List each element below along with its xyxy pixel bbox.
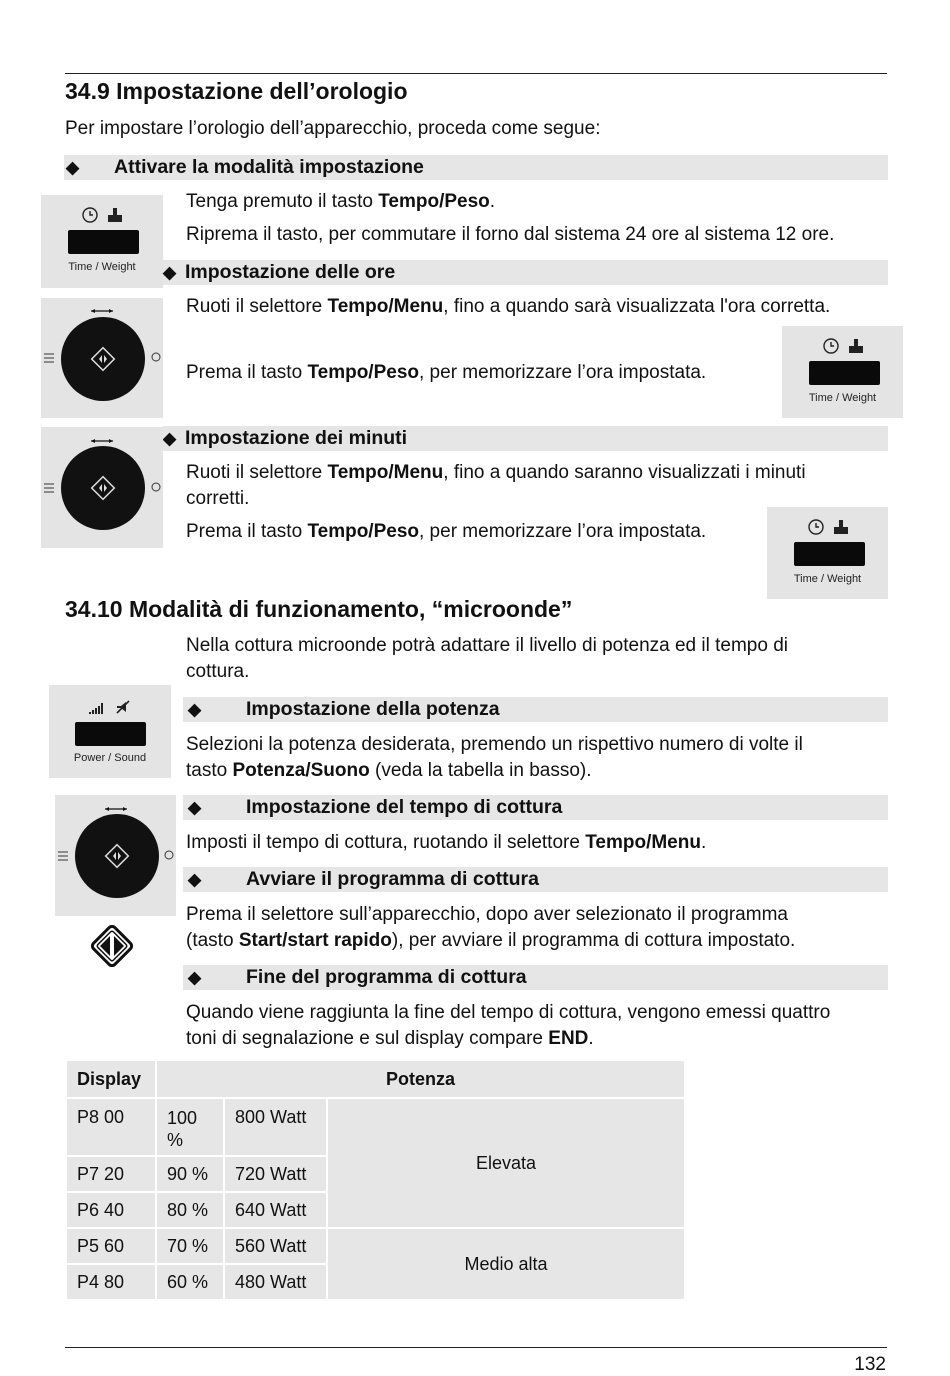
table-cell-display: P4 80	[66, 1264, 156, 1300]
step2-line1: Ruoti il selettore Tempo/Menu, fino a quando sarà visualizzata l'ora corretta.	[186, 296, 831, 317]
table-cell-watt: 560 Watt	[224, 1228, 327, 1264]
intro-line1: Nella cottura microonde potrà adattare il livello di potenza ed il tempo di	[186, 635, 788, 656]
power-line1: Selezioni la potenza desiderata, premendo un rispettivo numero di volte il	[186, 734, 803, 755]
step-bar-label: Fine del programma di cottura	[246, 966, 527, 988]
intro-text: Per impostare l’orologio dell’apparecchio, proceda come segue:	[65, 118, 601, 139]
power-sound-button-panel	[49, 685, 171, 778]
panel-caption: Time / Weight	[808, 392, 877, 404]
clock-icon	[152, 353, 160, 361]
clock-icon	[81, 206, 127, 224]
step-bar-hours	[163, 260, 888, 285]
step-bar-label: Impostazione del tempo di cottura	[246, 796, 563, 818]
dial-panel-hours	[41, 298, 163, 418]
top-rule	[65, 73, 887, 74]
table-cell-display: P5 60	[66, 1228, 156, 1264]
display-key[interactable]	[794, 542, 865, 566]
step-bar-label: Impostazione della potenza	[246, 698, 500, 720]
table-row	[66, 1228, 685, 1264]
menu-icon	[44, 354, 54, 362]
section-title-34-10: 34.10 Modalità di funzionamento, “microonde”	[65, 596, 573, 622]
bottom-rule	[65, 1347, 887, 1348]
time-line: Imposti il tempo di cottura, ruotando il selettore Tempo/Menu.	[186, 832, 707, 853]
dial-icon[interactable]	[41, 427, 163, 548]
time-weight-button-panel	[782, 326, 903, 418]
page-number: 132	[854, 1354, 886, 1375]
display-key[interactable]	[68, 230, 139, 254]
table-cell-watt: 480 Watt	[224, 1264, 327, 1300]
diamond-bullet-icon: ◆	[188, 870, 202, 889]
diamond-bullet-icon: ◆	[66, 158, 80, 177]
dial-icon[interactable]	[55, 795, 176, 916]
table-cell-percent: 90 %	[156, 1156, 224, 1192]
table-cell-watt: 720 Watt	[224, 1156, 327, 1192]
table-cell-display: P7 20	[66, 1156, 156, 1192]
panel-caption: Power / Sound	[73, 752, 147, 764]
step2-line2: Prema il tasto Tempo/Peso, per memorizzare l’ora impostata.	[186, 362, 707, 383]
step-bar-activate	[64, 155, 888, 180]
panel-caption: Time / Weight	[68, 261, 136, 273]
table-cell-display: P8 00	[66, 1098, 156, 1156]
table-cell-level: Medio alta	[327, 1228, 685, 1300]
intro-line2: cottura.	[186, 661, 250, 682]
table-row	[66, 1098, 685, 1156]
table-header-power: Potenza	[156, 1060, 685, 1098]
section-title-34-9: 34.9 Impostazione dell’orologio	[65, 78, 408, 104]
dial-panel-time	[55, 795, 176, 916]
panel-caption: Time / Weight	[793, 573, 862, 585]
dial-panel-minutes	[41, 427, 163, 548]
clock-icon	[807, 518, 853, 536]
step3-line2: Prema il tasto Tempo/Peso, per memorizzare l’ora impostata.	[186, 521, 707, 542]
signal-bars-icon	[87, 698, 135, 716]
step-bar-label: Avviare il programma di cottura	[246, 868, 539, 890]
step-bar-end	[183, 965, 888, 990]
step1-line1: Tenga premuto il tasto Tempo/Peso.	[186, 191, 496, 212]
table-cell-percent: 80 %	[156, 1192, 224, 1228]
power-line2: tasto Potenza/Suono (veda la tabella in basso).	[186, 760, 592, 781]
time-weight-button-panel	[41, 195, 163, 288]
menu-icon	[44, 484, 54, 492]
step-bar-label: Attivare la modalità impostazione	[114, 156, 424, 178]
power-table	[65, 1059, 686, 1301]
step-bar-time	[183, 795, 888, 820]
table-cell-level: Elevata	[327, 1098, 685, 1228]
dial-icon[interactable]	[41, 298, 163, 418]
start-button-icon[interactable]	[87, 921, 137, 971]
clock-icon	[165, 851, 173, 859]
menu-icon	[58, 852, 68, 860]
step1-line2: Riprema il tasto, per commutare il forno dal sistema 24 ore al sistema 12 ore.	[186, 224, 835, 245]
clock-icon	[822, 337, 868, 355]
table-cell-watt: 800 Watt	[224, 1098, 327, 1156]
start-line2: (tasto Start/start rapido), per avviare il programma di cottura impostato.	[186, 930, 796, 951]
step3-line1: Ruoti il selettore Tempo/Menu, fino a quando saranno visualizzati i minuti	[186, 462, 806, 483]
time-weight-button-panel	[767, 507, 888, 599]
start-line1: Prema il selettore sull’apparecchio, dopo aver selezionato il programma	[186, 904, 788, 925]
step-bar-power	[183, 697, 888, 722]
end-line1: Quando viene raggiunta la fine del tempo di cottura, vengono emessi quattro	[186, 1002, 831, 1023]
table-cell-display: P6 40	[66, 1192, 156, 1228]
diamond-bullet-icon: ◆	[188, 700, 202, 719]
table-cell-percent: 70 %	[156, 1228, 224, 1264]
end-line2: toni di segnalazione e sul display compare END.	[186, 1028, 594, 1049]
table-header-display: Display	[66, 1060, 156, 1098]
mute-icon	[117, 701, 129, 713]
diamond-bullet-icon: ◆	[163, 263, 177, 282]
table-cell-percent: 100 %	[156, 1098, 224, 1156]
step-bar-start	[183, 867, 888, 892]
table-cell-percent: 60 %	[156, 1264, 224, 1300]
step-bar-label: Impostazione delle ore	[185, 261, 396, 283]
clock-icon	[152, 483, 160, 491]
table-cell-watt: 640 Watt	[224, 1192, 327, 1228]
display-key[interactable]	[75, 722, 146, 746]
diamond-bullet-icon: ◆	[188, 798, 202, 817]
diamond-bullet-icon: ◆	[188, 968, 202, 987]
step-bar-minutes	[163, 426, 888, 451]
step-bar-label: Impostazione dei minuti	[185, 427, 408, 449]
diamond-bullet-icon: ◆	[163, 429, 177, 448]
display-key[interactable]	[809, 361, 880, 385]
step3-line1-cont: corretti.	[186, 488, 250, 509]
